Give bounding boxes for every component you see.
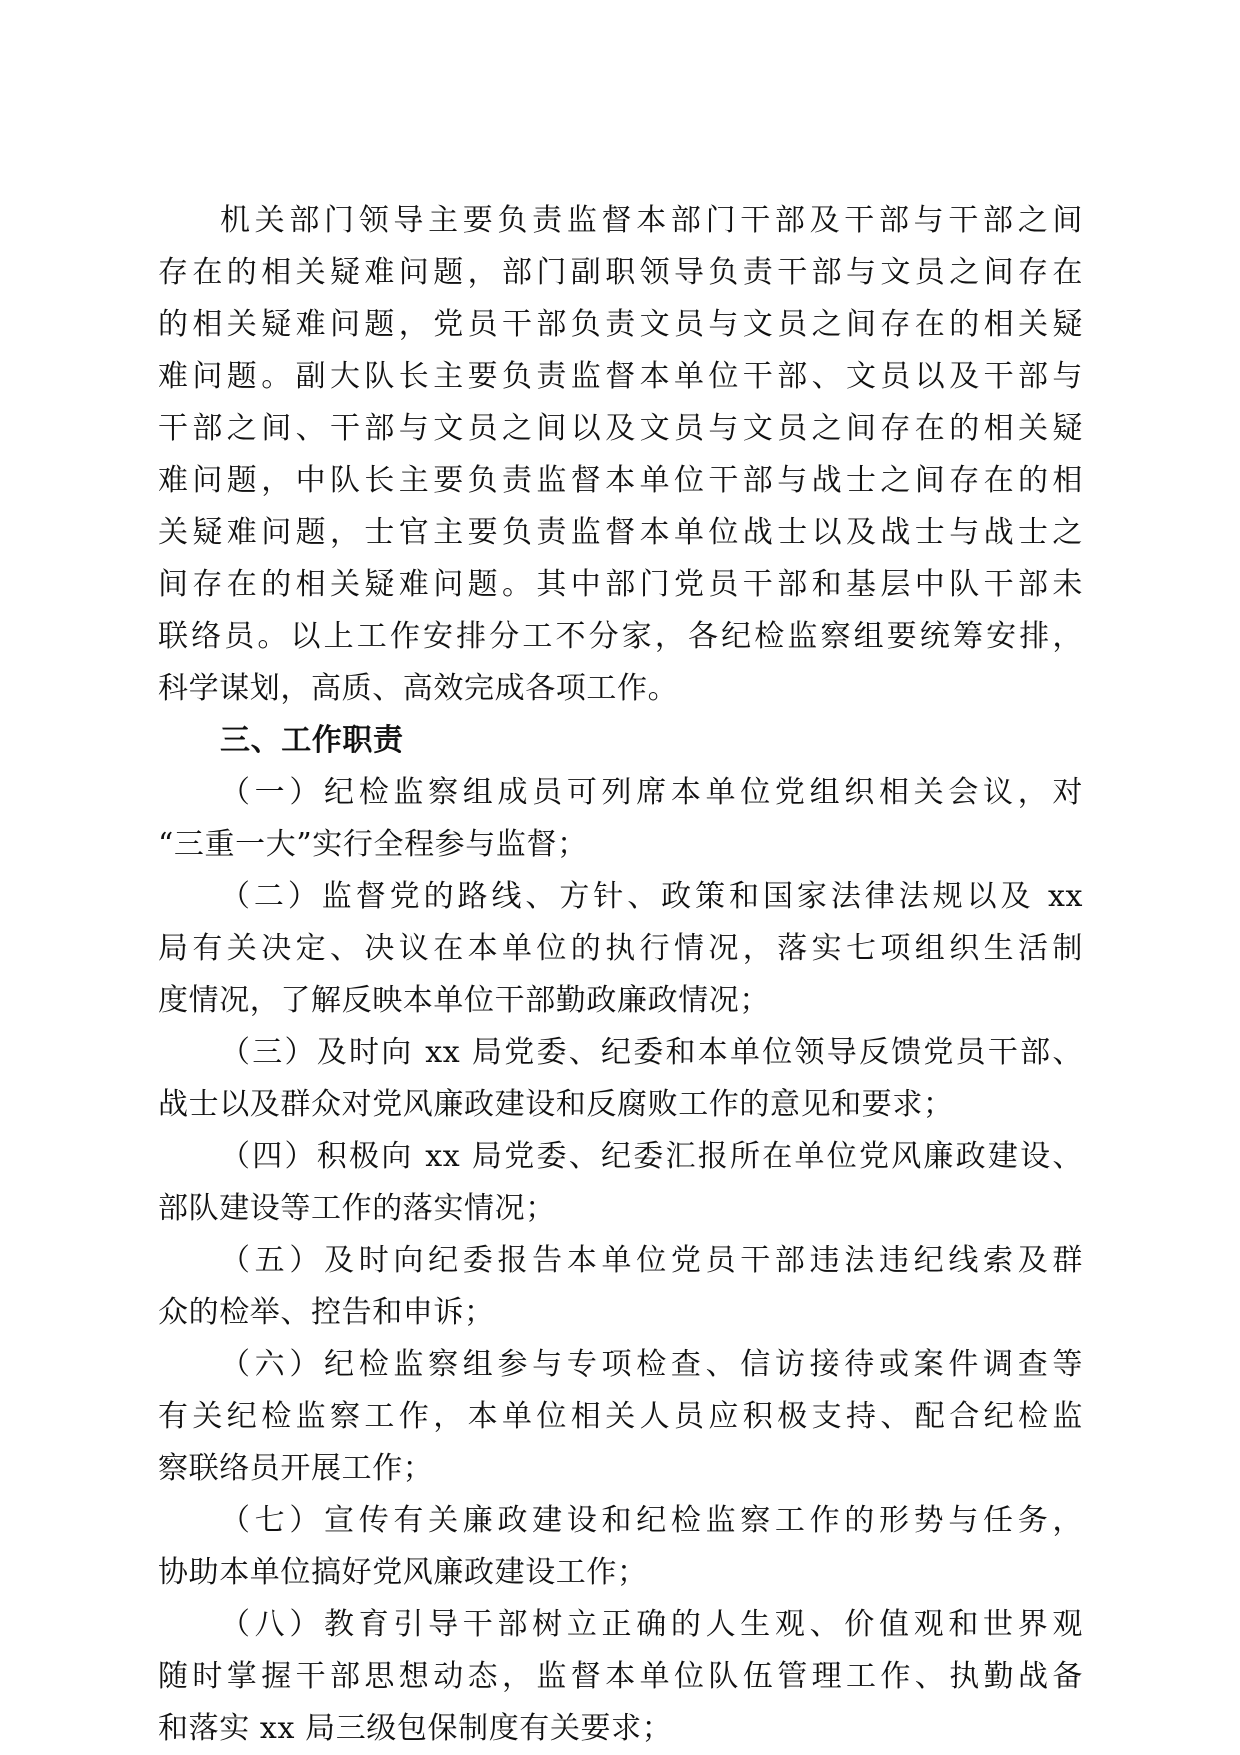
text-line: （七）宣传有关廉政建设和纪检监察工作的形势与任务， xyxy=(220,1503,1083,1538)
text-line: 局有关决定、决议在本单位的执行情况，落实七项组织生活制 xyxy=(158,931,1083,966)
document-body xyxy=(158,195,1083,1755)
text-line: 机关部门领导主要负责监督本部门干部及干部与干部之间 xyxy=(220,203,1083,238)
text-line: （五）及时向纪委报告本单位党员干部违法违纪线索及群 xyxy=(220,1243,1083,1278)
text-line: 和落实 xx 局三级包保制度有关要求； xyxy=(158,1711,673,1746)
text-line: （四）积极向 xx 局党委、纪委汇报所在单位党风廉政建设、 xyxy=(220,1139,1083,1174)
text-line: 战士以及群众对党风廉政建设和反腐败工作的意见和要求； xyxy=(158,1087,954,1122)
text-line: 随时掌握干部思想动态，监督本单位队伍管理工作、执勤战备 xyxy=(158,1659,1083,1694)
text-line: （八）教育引导干部树立正确的人生观、价值观和世界观 xyxy=(220,1607,1083,1642)
text-line: 协助本单位搞好党风廉政建设工作； xyxy=(158,1555,648,1590)
text-line: 科学谋划，高质、高效完成各项工作。 xyxy=(158,671,679,706)
text-line: 难问题。副大队长主要负责监督本单位干部、文员以及干部与 xyxy=(158,359,1083,394)
text-line: 的相关疑难问题，党员干部负责文员与文员之间存在的相关疑 xyxy=(158,307,1083,342)
text-line: （三）及时向 xx 局党委、纪委和本单位领导反馈党员干部、 xyxy=(220,1035,1083,1070)
text-line: 部队建设等工作的落实情况； xyxy=(158,1191,556,1226)
text-line: 间存在的相关疑难问题。其中部门党员干部和基层中队干部未 xyxy=(158,567,1083,602)
text-line: 察联络员开展工作； xyxy=(158,1451,434,1486)
text-line: 众的检举、控告和申诉； xyxy=(158,1295,495,1330)
text-line: 联络员。以上工作安排分工不分家，各纪检监察组要统筹安排， xyxy=(158,619,1083,654)
text-line: 难问题，中队长主要负责监督本单位干部与战士之间存在的相 xyxy=(158,463,1083,498)
text-line: （一）纪检监察组成员可列席本单位党组织相关会议，对 xyxy=(220,775,1083,810)
text-line: 存在的相关疑难问题，部门副职领导负责干部与文员之间存在 xyxy=(158,255,1083,290)
text-line: （二）监督党的路线、方针、政策和国家法律法规以及 xx xyxy=(220,879,1083,914)
text-line: 关疑难问题，士官主要负责监督本单位战士以及战士与战士之 xyxy=(158,515,1083,550)
text-line: （六）纪检监察组参与专项检查、信访接待或案件调查等 xyxy=(220,1347,1083,1382)
text-line: 干部之间、干部与文员之间以及文员与文员之间存在的相关疑 xyxy=(158,411,1083,446)
section-heading: 三、工作职责 xyxy=(220,723,404,758)
text-line: 有关纪检监察工作，本单位相关人员应积极支持、配合纪检监 xyxy=(158,1399,1083,1434)
text-line: 度情况，了解反映本单位干部勤政廉政情况； xyxy=(158,983,770,1018)
text-line: “三重一大”实行全程参与监督； xyxy=(158,827,588,862)
